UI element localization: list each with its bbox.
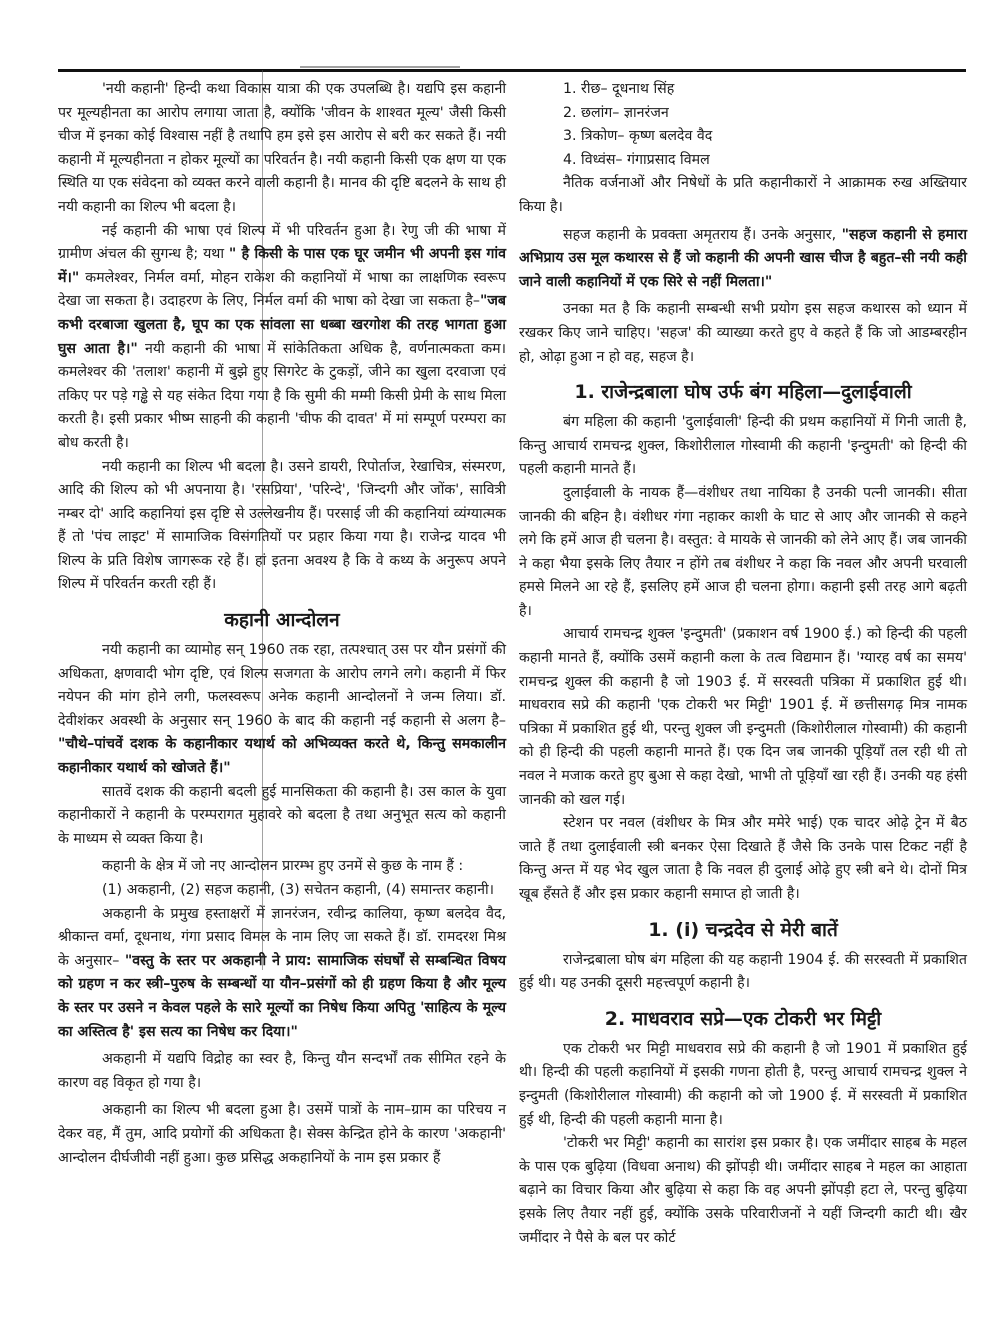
story-list <box>563 78 967 172</box>
paragraph: बंग महिला की कहानी 'दुलाईवाली' हिन्दी की प्रथम कहानियों में गिनी जाती है, किन्तु आचार्य रामचन्द्र शुक्ल, किशोरीलाल गोस्वामी की कहानी 'इन्दुमती' को हिन्दी की पहली कहानी मानते हैं। <box>519 414 967 478</box>
paragraph: स्टेशन पर नवल (वंशीधर के मित्र और ममेरे भाई) एक चादर ओढ़े ट्रेन में बैठ जाते हैं तथा दुलाईवाली स्त्री बनकर ऐसा दिखाते हैं जैसे कि उनके पास टिकट नहीं है किन्तु अन्त में यह भेद खुल जाता है कि नवल ही दुलाई ओढ़े हुए स्त्री बने थे। दोनों मित्र खूब हँसते हैं और इस प्रकार कहानी समाप्त हो जाती है। <box>519 815 967 902</box>
paragraph: एक टोकरी भर मिट्टी माधवराव सप्रे की कहानी है जो 1901 में प्रकाशित हुई थी। हिन्दी की पहली कहानियों में इसकी गणना होती है, परन्तु आचार्य रामचन्द्र शुक्ल ने इन्दुमती (किशोरीलाल गोस्वामी) की कहानी को जो 1900 ई. में सरस्वती में प्रकाशित हुई थी, हिन्दी की पहली कहानी माना है। <box>519 1040 967 1128</box>
paragraph: 'टोकरी भर मिट्टी' कहानी का सारांश इस प्रकार है। एक जमींदार साहब के महल के पास एक बुढ़िया (विधवा अनाथ) की झोंपड़ी थी। जमींदार साहब ने महल का आहाता बढ़ाने का विचार किया और बुढ़िया से कहा कि वह अपनी झोंपड़ी हटा ले, परन्तु बुढ़िया इसके लिए तैयार नहीं हुई, क्योंकि उसके परिवारीजनों ने यहीं जिन्दगी काटी थी। खैर जमींदार ने पैसे के बल पर कोर्ट <box>519 1135 967 1246</box>
paragraph: दुलाईवाली के नायक हैं—वंशीधर तथा नायिका है उनकी पत्नी जानकी। सीता जानकी की बहिन है। वंशीधर गंगा नहाकर काशी के घाट से आए और जानकी से कहने लगे कि हमें आज ही चलना है। वस्तुत: वे मायके से जानकी को लेने आए हैं। जब जानकी ने कहा भैया इसके लिए तैयार न होंगे तब वंशीधर ने कहा कि नवल और अपनी घरवाली हमसे मिलने आ रहे हैं, इसलिए हमें आज ही चलना होगा। कहानी इसी तरह आगे बढ़ती है। <box>519 484 967 619</box>
quote: " है किसी के पास एक घूर जमीन भी अपनी इस गांव में।" <box>58 246 506 286</box>
section-heading: 2. माधवराव सप्रे—एक टोकरी भर मिट्टी <box>604 1007 882 1030</box>
paragraph: राजेन्द्रबाला घोष बंग महिला की यह कहानी 1904 ई. की सरस्वती में प्रकाशित हुई थी। यह उनकी दूसरी महत्त्वपूर्ण कहानी है। <box>519 951 967 992</box>
header-rule <box>58 69 966 72</box>
paragraph <box>519 224 967 295</box>
section-heading: 1. (i) चन्द्रदेव से मेरी बातें <box>648 918 838 941</box>
paragraph: आचार्य रामचन्द्र शुक्ल 'इन्दुमती' (प्रकाशन वर्ष 1900 ई.) को हिन्दी की पहली कहानी मानते हैं, क्योंकि उसमें कहानी कला के तत्व विद्यमान हैं। 'ग्यारह वर्ष का समय' रामचन्द्र शुक्ल की कहानी है जो 1903 ई. में सरस्वती पत्रिका में प्रकाशित हुई थी। माधवराव सप्रे की कहानी 'एक टोकरी भर मिट्टी' 1901 ई. में छत्तीसगढ़ मित्र नामक पत्रिका में प्रकाशित हुई थी, परन्तु शुक्ल जी इन्दुमती (किशोरीलाल गोस्वामी) की कहानी को ही हिन्दी की पहली कहानी मानते हैं। एक दिन जब जानकी पूड़ियाँ तल रही थी तो नवल ने मजाक करते हुए बुआ से कहा देखो, भाभी तो पूड़ियाँ खा रही हैं। उनकी यह हंसी जानकी को खल गई। <box>519 626 967 808</box>
section-heading: कहानी आन्दोलन <box>224 609 340 632</box>
right-column <box>519 78 967 1250</box>
paragraph: नैतिक वर्जनाओं और निषेधों के प्रति कहानीकारों ने आक्रामक रुख अख्तियार किया है। <box>519 175 967 215</box>
quote: "वस्तु के स्तर पर अकहानी ने प्राय: सामाजिक संघर्षों से सम्बन्धित विषय को ग्रहण न कर स्त्री–पुरुष के सम्बन्धों या यौन–प्रसंगों को ही ग्रहण किया है और मूल्य के स्तर पर उसने न केवल पहले के सारे मूल्यों का निषेध किया अपितु 'साहित्य के मूल्य का अस्तित्व है' इस सत्य का निषेध कर दिया।" <box>58 952 506 1040</box>
paragraph: अकहानी में यद्यपि विद्रोह का स्वर है, किन्तु यौन सन्दर्भों तक सीमित रहने के कारण वह विकृत हो गया है। <box>58 1051 506 1091</box>
quote: "चौथे–पांचवें दशक के कहानीकार यथार्थ को अभिव्यक्त करते थे, किन्तु समकालीन कहानीकार यथार्थ को खोजते हैं।" <box>58 736 506 777</box>
header-rule-faint <box>300 66 460 68</box>
text: नयी कहानी की भाषा में सांकेतिकता अधिक है, वर्णनात्मकता कम। कमलेश्वर की 'तलाश' कहानी में बुझे हुए सिगरेट के टुकड़ों, जीने का खुला दरवाजा एवं तकिए पर पड़े गड्ढे से यह संकेत दिया गया है कि सुमी की मम्मी किसी प्रेमी के साथ मिला करती है। इसी प्रकार भीष्म साहनी की कहानी 'चीफ की दावत' में मां सम्पूर्ण परम्परा का बोध करती है। <box>58 340 506 451</box>
paragraph <box>58 639 506 781</box>
paragraph: सातवें दशक की कहानी बदली हुई मानसिकता की कहानी है। उस काल के युवा कहानीकारों ने कहानी के परम्परागत मुहावरे को बदला है तथा अनुभूत सत्य को कहानी के माध्यम से व्यक्त किया है। <box>58 783 506 847</box>
text: सहज कहानी के प्रवक्ता अमृतराय हैं। उनके अनुसार, <box>563 226 842 243</box>
section-heading: 1. राजेन्द्रबाला घोष उर्फ बंग महिला—दुलाईवाली <box>574 381 912 404</box>
list-item: 2. छलांग– ज्ञानरंजन <box>563 104 669 121</box>
list-item: 3. त्रिकोण– कृष्ण बलदेव वैद <box>563 128 713 145</box>
paragraph <box>58 220 506 456</box>
paragraph: (1) अकहानी, (2) सहज कहानी, (3) सचेतन कहानी, (4) समान्तर कहानी। <box>102 882 495 898</box>
paragraph: उनका मत है कि कहानी सम्बन्धी सभी प्रयोग इस सहज कथारस को ध्यान में रखकर किए जाने चाहिए। 'सहज' की व्याख्या करते हुए वे कहते हैं कि जो आडम्बरहीन हो, ओढ़ा हुआ न हो वह, सहज है। <box>519 301 967 365</box>
paragraph: नयी कहानी का शिल्प भी बदला है। उसने डायरी, रिपोर्ताज, रेखाचित्र, संस्मरण, आदि की शिल्प को भी अपनाया है। 'रसप्रिया', 'परिन्दे', 'जिन्दगी और जोंक', सावित्री नम्बर दो' आदि कहानियां इस दृष्टि से उल्लेखनीय हैं। परसाई जी की कहानियां व्यंग्यात्मक हैं तो 'पंच लाइट' में सामाजिक विसंगतियों पर प्रहार किया गया है। राजेन्द्र यादव भी शिल्प के प्रति विशेष जागरूक रहे हैं। हां इतना अवश्य है कि वे कथ्य के अनुरूप अपने शिल्प में परिवर्तन करती रही हैं। <box>58 458 506 593</box>
paragraph: 'नयी कहानी' हिन्दी कथा विकास यात्रा की एक उपलब्धि है। यद्यपि इस कहानी पर मूल्यहीनता का आरोप लगाया जाता है, क्योंकि 'जीवन के शाश्वत मूल्य' जैसी किसी चीज में इनका कोई विश्वास नहीं है तथापि हम इसे इस आरोप से बरी कर सकते हैं। नयी कहानी में मूल्यहीनता न होकर मूल्यों का परिवर्तन है। नयी कहानी किसी एक क्षण या एक स्थिति या एक संवेदना को व्यक्त करने वाली कहानी है। मानव की दृष्टि बदलने के साथ ही नयी कहानी का शिल्प भी बदला है। <box>58 81 506 215</box>
paragraph: कहानी के क्षेत्र में जो नए आन्दोलन प्रारम्भ हुए उनमें से कुछ के नाम हैं : <box>102 858 464 875</box>
text: अकहानी के प्रमुख हस्ताक्षरों में ज्ञानरंजन, रवीन्द्र कालिया, कृष्ण बलदेव वैद, श्रीकान्त वर्मा, दूधनाथ, गंगा प्रसाद विमल के नाम लिए जा सकते हैं। डॉ. रामदरश मिश्र के अनुसार– <box>58 905 506 969</box>
list-item: 1. रीछ– दूधनाथ सिंह <box>563 81 675 97</box>
left-column <box>58 78 506 1170</box>
quote: "जब कभी दरबाजा खुलता है, घूप का एक सांवला सा धब्बा खरगोश की तरह भागता हुआ घुस आता है।" <box>58 293 506 357</box>
text: नयी कहानी का व्यामोह सन् 1960 तक रहा, तत्पश्चात् उस पर यौन प्रसंगों की अधिकता, क्षणवादी भोग दृष्टि, एवं शिल्प सजगता के आरोप लगने लगे। कहानी में फिर नयेपन की मांग होने लगी, फलस्वरूप अनेक कहानी आन्दोलनों ने जन्म लिया। डॉ. देवीशंकर अवस्थी के अनुसार सन् 1960 के बाद की कहानी नई कहानी से अलग है– <box>58 642 506 729</box>
list-item: 4. विध्वंस– गंगाप्रसाद विमल <box>563 151 710 168</box>
text: कमलेश्वर, निर्मल वर्मा, मोहन राकेश की कहानियों में भाषा का लाक्षणिक स्वरूप देखा जा सकता है। उदाहरण के लिए, निर्मल वर्मा की भाषा को देखा जा सकता है– <box>58 269 506 310</box>
quote: "सहज कहानी से हमारा अभिप्राय उस मूल कथारस से हैं जो कहानी की अपनी खास चीज है बहुत–सी नयी कही जाने वाली कहानियों में एक सिरे से नहीं मिलता।" <box>519 226 967 290</box>
paragraph: अकहानी का शिल्प भी बदला हुआ है। उसमें पात्रों के नाम–ग्राम का परिचय न देकर वह, मैं तुम, आदि प्रयोगों की अधिकता है। सेक्स केन्द्रित होने के कारण 'अकहानी' आन्दोलन दीर्घजीवी नहीं हुआ। कुछ प्रसिद्ध अकहानियों के नाम इस प्रकार हैं <box>58 1102 506 1166</box>
paragraph <box>58 903 506 1045</box>
text: नई कहानी की भाषा एवं शिल्प में भी परिवर्तन हुआ है। रेणु जी की भाषा में ग्रामीण अंचल की सुगन्ध है; यथा <box>58 222 506 263</box>
